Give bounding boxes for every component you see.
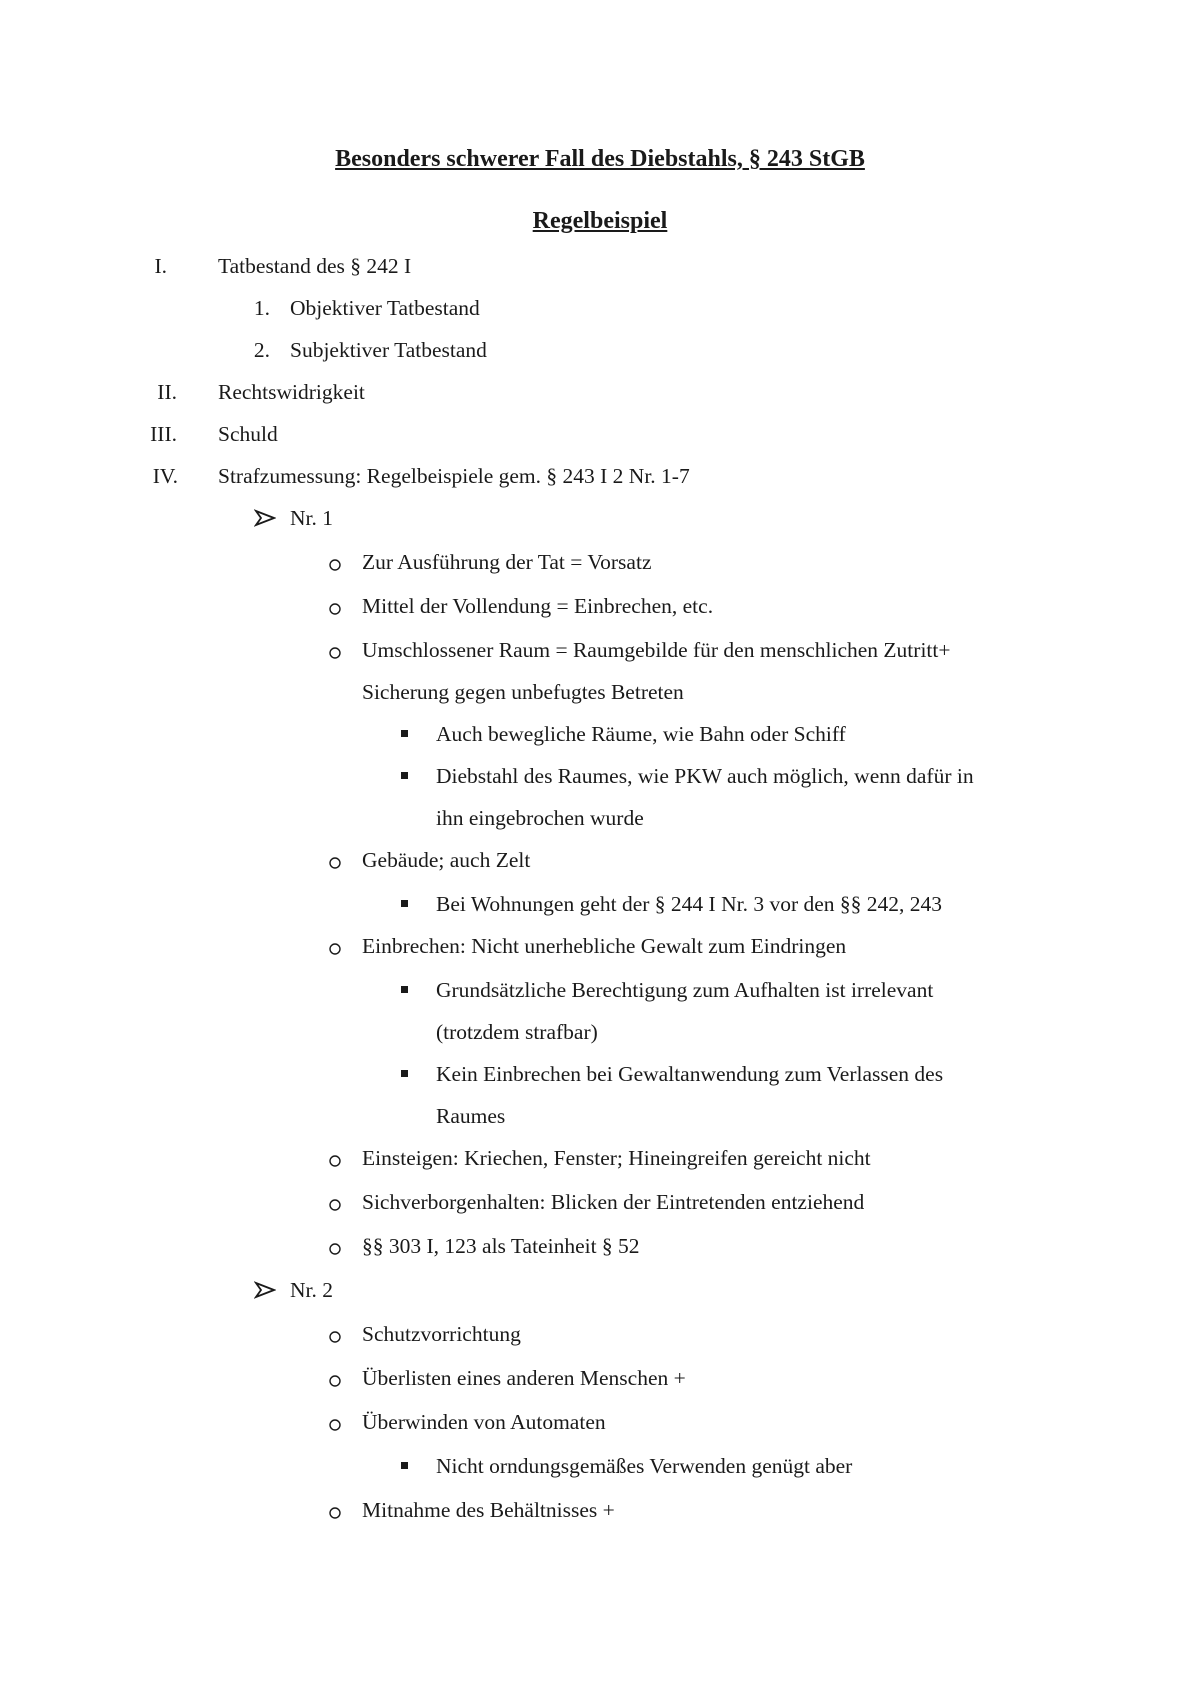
outline-item-continuation: Raumes [436, 1104, 506, 1128]
outline-item: Auch bewegliche Räume, wie Bahn oder Schiff [436, 722, 846, 746]
circle-bullet-icon [328, 932, 342, 960]
circle-bullet-icon [328, 592, 342, 620]
square-bullet-icon [400, 720, 410, 748]
outline-item: Schuld [218, 422, 278, 446]
outline-marker: IV. [152, 464, 178, 488]
circle-bullet-icon [328, 1408, 342, 1436]
outline-item: Rechtswidrigkeit [218, 380, 365, 404]
outline-item: Umschlossener Raum = Raumgebilde für den menschlichen Zutritt+ [362, 638, 951, 662]
outline-item: Bei Wohnungen geht der § 244 I Nr. 3 vor den §§ 242, 243 [436, 892, 943, 916]
document-subtitle: Regelbeispiel [532, 208, 668, 234]
outline-item: Nr. 1 [290, 506, 333, 530]
outline-item-continuation: (trotzdem strafbar) [436, 1020, 598, 1044]
circle-bullet-icon [328, 1320, 342, 1348]
outline-item: Mitnahme des Behältnisses + [362, 1498, 615, 1522]
circle-bullet-icon [328, 846, 342, 874]
outline-marker: 1. [253, 296, 270, 320]
arrow-bullet-icon [254, 1276, 276, 1304]
square-bullet-icon [400, 976, 410, 1004]
outline-item: §§ 303 I, 123 als Tateinheit § 52 [362, 1234, 640, 1258]
outline-item: Überlisten eines anderen Menschen + [362, 1366, 686, 1390]
circle-bullet-icon [328, 1188, 342, 1216]
outline-item-continuation: ihn eingebrochen wurde [436, 806, 644, 830]
outline-marker: II. [157, 380, 177, 404]
outline-item: Gebäude; auch Zelt [362, 848, 531, 872]
outline-item: Einsteigen: Kriechen, Fenster; Hineingreifen gereicht nicht [362, 1146, 871, 1170]
outline-item: Mittel der Vollendung = Einbrechen, etc. [362, 594, 714, 618]
circle-bullet-icon [328, 1232, 342, 1260]
circle-bullet-icon [328, 548, 342, 576]
document-title: Besonders schwerer Fall des Diebstahls, § 243 StGB [335, 146, 865, 172]
circle-bullet-icon [328, 1144, 342, 1172]
outline-item: Schutzvorrichtung [362, 1322, 521, 1346]
outline-item-continuation: Sicherung gegen unbefugtes Betreten [362, 680, 684, 704]
outline-item: Nicht orndungsgemäßes Verwenden genügt aber [436, 1454, 853, 1478]
outline-item: Objektiver Tatbestand [290, 296, 480, 320]
outline-item: Überwinden von Automaten [362, 1410, 606, 1434]
square-bullet-icon [400, 762, 410, 790]
outline-marker: III. [150, 422, 177, 446]
outline-item: Nr. 2 [290, 1278, 333, 1302]
outline-item: Subjektiver Tatbestand [290, 338, 487, 362]
circle-bullet-icon [328, 1496, 342, 1524]
outline-marker: 2. [253, 338, 270, 362]
outline-item: Einbrechen: Nicht unerhebliche Gewalt zum Eindringen [362, 934, 847, 958]
circle-bullet-icon [328, 636, 342, 664]
outline-item: Zur Ausführung der Tat = Vorsatz [362, 550, 652, 574]
outline-item: Diebstahl des Raumes, wie PKW auch möglich, wenn dafür in [436, 764, 974, 788]
square-bullet-icon [400, 890, 410, 918]
square-bullet-icon [400, 1452, 410, 1480]
square-bullet-icon [400, 1060, 410, 1088]
outline-item: Tatbestand des § 242 I [218, 254, 412, 278]
outline-marker: I. [154, 254, 167, 278]
outline-item: Kein Einbrechen bei Gewaltanwendung zum Verlassen des [436, 1062, 944, 1086]
outline-item: Sichverborgenhalten: Blicken der Eintretenden entziehend [362, 1190, 865, 1214]
arrow-bullet-icon [254, 504, 276, 532]
outline-item: Strafzumessung: Regelbeispiele gem. § 243 I 2 Nr. 1-7 [218, 464, 690, 488]
circle-bullet-icon [328, 1364, 342, 1392]
outline-item: Grundsätzliche Berechtigung zum Aufhalten ist irrelevant [436, 978, 934, 1002]
